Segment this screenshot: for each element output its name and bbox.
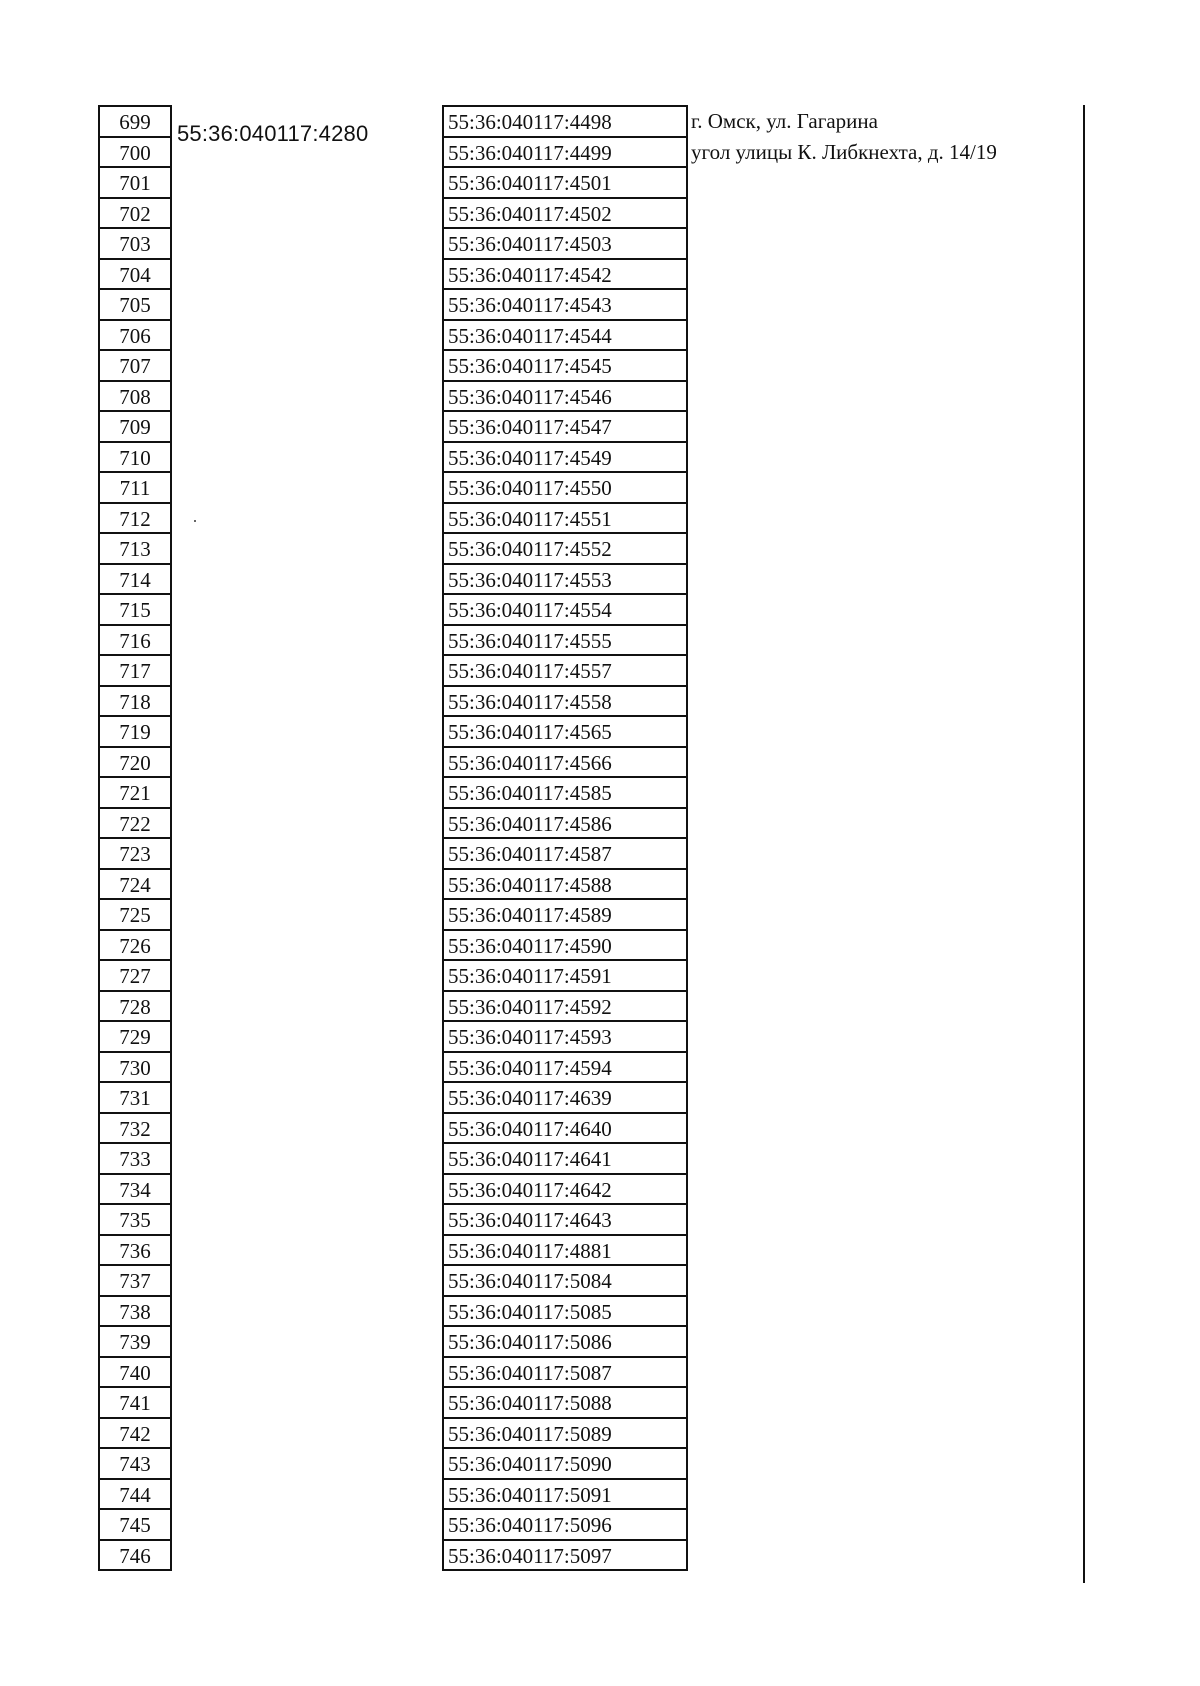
row-number-cell: 735 xyxy=(100,1205,170,1236)
row-number-cell: 741 xyxy=(100,1388,170,1419)
row-number-cell: 744 xyxy=(100,1480,170,1511)
cadastral-number-cell: 55:36:040117:4639 xyxy=(444,1083,686,1114)
row-number-cell: 731 xyxy=(100,1083,170,1114)
cadastral-number-cell: 55:36:040117:4590 xyxy=(444,931,686,962)
cadastral-number-cell: 55:36:040117:5090 xyxy=(444,1449,686,1480)
cadastral-number-cell: 55:36:040117:4544 xyxy=(444,321,686,352)
cadastral-number-cell: 55:36:040117:4589 xyxy=(444,900,686,931)
cadastral-number-cell: 55:36:040117:5089 xyxy=(444,1419,686,1450)
cadastral-number-cell: 55:36:040117:4558 xyxy=(444,687,686,718)
cadastral-number-cell: 55:36:040117:5084 xyxy=(444,1266,686,1297)
row-number-cell: 723 xyxy=(100,839,170,870)
row-number-cell: 699 xyxy=(100,107,170,138)
row-number-cell: 742 xyxy=(100,1419,170,1450)
row-number-cell: 728 xyxy=(100,992,170,1023)
row-number-cell: 740 xyxy=(100,1358,170,1389)
cadastral-number-cell: 55:36:040117:4641 xyxy=(444,1144,686,1175)
row-number-cell: 745 xyxy=(100,1510,170,1541)
cadastral-number-cell: 55:36:040117:4593 xyxy=(444,1022,686,1053)
row-number-cell: 703 xyxy=(100,229,170,260)
row-number-cell: 720 xyxy=(100,748,170,779)
cadastral-number-cell: 55:36:040117:4642 xyxy=(444,1175,686,1206)
cadastral-number-cell: 55:36:040117:4587 xyxy=(444,839,686,870)
row-number-cell: 712 xyxy=(100,504,170,535)
row-number-cell: 733 xyxy=(100,1144,170,1175)
row-number-cell: 746 xyxy=(100,1541,170,1572)
row-number-cell: 726 xyxy=(100,931,170,962)
cadastral-number-cell: 55:36:040117:4542 xyxy=(444,260,686,291)
cadastral-number-cell: 55:36:040117:4554 xyxy=(444,595,686,626)
cadastral-number-cell: 55:36:040117:5097 xyxy=(444,1541,686,1572)
row-number-cell: 718 xyxy=(100,687,170,718)
row-number-cell: 704 xyxy=(100,260,170,291)
cadastral-number-cell: 55:36:040117:4543 xyxy=(444,290,686,321)
cadastral-number-cell: 55:36:040117:4549 xyxy=(444,443,686,474)
row-number-cell: 707 xyxy=(100,351,170,382)
right-border-line xyxy=(1083,105,1085,1583)
cadastral-number-cell: 55:36:040117:4585 xyxy=(444,778,686,809)
row-number-cell: 705 xyxy=(100,290,170,321)
cadastral-number-cell: 55:36:040117:4550 xyxy=(444,473,686,504)
cadastral-number-cell: 55:36:040117:4499 xyxy=(444,138,686,169)
cadastral-number-cell: 55:36:040117:4547 xyxy=(444,412,686,443)
row-number-cell: 732 xyxy=(100,1114,170,1145)
cadastral-number-column xyxy=(442,105,688,1571)
cadastral-number-cell: 55:36:040117:4592 xyxy=(444,992,686,1023)
row-number-cell: 713 xyxy=(100,534,170,565)
row-number-cell: 724 xyxy=(100,870,170,901)
row-number-cell: 737 xyxy=(100,1266,170,1297)
row-number-cell: 734 xyxy=(100,1175,170,1206)
row-number-cell: 739 xyxy=(100,1327,170,1358)
scan-speck xyxy=(194,520,196,522)
row-number-cell: 701 xyxy=(100,168,170,199)
address-block xyxy=(691,106,997,167)
row-number-cell: 722 xyxy=(100,809,170,840)
row-number-cell: 727 xyxy=(100,961,170,992)
cadastral-number-cell: 55:36:040117:4501 xyxy=(444,168,686,199)
address-line-1: г. Омск, ул. Гагарина xyxy=(691,109,878,133)
row-number-cell: 711 xyxy=(100,473,170,504)
parent-cadastral-number: 55:36:040117:4280 xyxy=(177,121,369,146)
row-number-cell: 709 xyxy=(100,412,170,443)
cadastral-number-cell: 55:36:040117:4565 xyxy=(444,717,686,748)
cadastral-number-cell: 55:36:040117:4545 xyxy=(444,351,686,382)
row-number-cell: 710 xyxy=(100,443,170,474)
row-number-cell: 736 xyxy=(100,1236,170,1267)
row-number-cell: 716 xyxy=(100,626,170,657)
row-number-cell: 708 xyxy=(100,382,170,413)
cadastral-number-cell: 55:36:040117:4881 xyxy=(444,1236,686,1267)
row-number-cell: 721 xyxy=(100,778,170,809)
cadastral-number-cell: 55:36:040117:4555 xyxy=(444,626,686,657)
row-number-cell: 717 xyxy=(100,656,170,687)
cadastral-number-cell: 55:36:040117:4552 xyxy=(444,534,686,565)
cadastral-number-cell: 55:36:040117:4503 xyxy=(444,229,686,260)
cadastral-number-cell: 55:36:040117:5086 xyxy=(444,1327,686,1358)
cadastral-number-cell: 55:36:040117:4640 xyxy=(444,1114,686,1145)
cadastral-number-cell: 55:36:040117:4546 xyxy=(444,382,686,413)
cadastral-number-cell: 55:36:040117:5091 xyxy=(444,1480,686,1511)
cadastral-number-cell: 55:36:040117:4643 xyxy=(444,1205,686,1236)
cadastral-number-cell: 55:36:040117:4502 xyxy=(444,199,686,230)
cadastral-number-cell: 55:36:040117:4553 xyxy=(444,565,686,596)
row-number-cell: 743 xyxy=(100,1449,170,1480)
cadastral-number-cell: 55:36:040117:5096 xyxy=(444,1510,686,1541)
cadastral-number-cell: 55:36:040117:4588 xyxy=(444,870,686,901)
cadastral-number-cell: 55:36:040117:4557 xyxy=(444,656,686,687)
cadastral-number-cell: 55:36:040117:4566 xyxy=(444,748,686,779)
row-number-column xyxy=(98,105,172,1571)
row-number-cell: 719 xyxy=(100,717,170,748)
row-number-cell: 738 xyxy=(100,1297,170,1328)
cadastral-number-cell: 55:36:040117:4498 xyxy=(444,107,686,138)
cadastral-number-cell: 55:36:040117:5088 xyxy=(444,1388,686,1419)
row-number-cell: 714 xyxy=(100,565,170,596)
row-number-cell: 729 xyxy=(100,1022,170,1053)
row-number-cell: 700 xyxy=(100,138,170,169)
cadastral-number-cell: 55:36:040117:5087 xyxy=(444,1358,686,1389)
row-number-cell: 715 xyxy=(100,595,170,626)
row-number-cell: 702 xyxy=(100,199,170,230)
row-number-cell: 706 xyxy=(100,321,170,352)
cadastral-number-cell: 55:36:040117:5085 xyxy=(444,1297,686,1328)
cadastral-number-cell: 55:36:040117:4594 xyxy=(444,1053,686,1084)
row-number-cell: 725 xyxy=(100,900,170,931)
address-line-2: угол улицы К. Либкнехта, д. 14/19 xyxy=(691,139,997,164)
row-number-cell: 730 xyxy=(100,1053,170,1084)
cadastral-number-cell: 55:36:040117:4586 xyxy=(444,809,686,840)
cadastral-number-cell: 55:36:040117:4551 xyxy=(444,504,686,535)
cadastral-number-cell: 55:36:040117:4591 xyxy=(444,961,686,992)
